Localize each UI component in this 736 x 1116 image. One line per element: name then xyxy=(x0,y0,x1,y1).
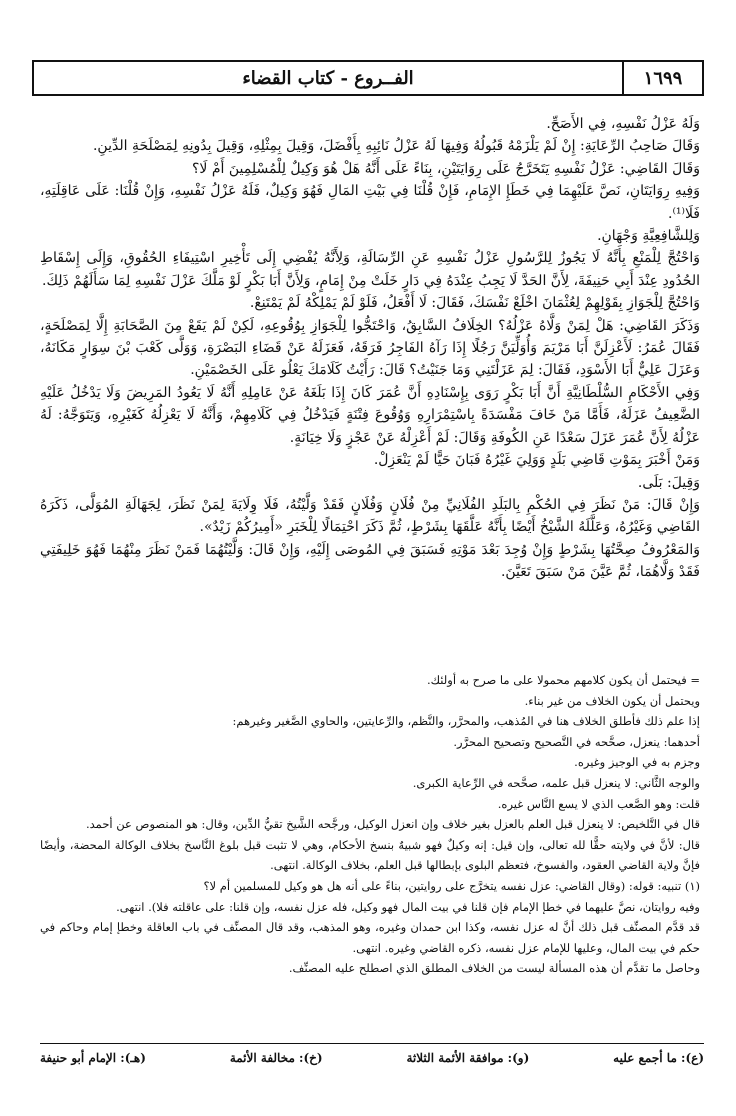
footnote-line: = فيحتمل أن يكون كلامهم محمولا على ما صرح به أولئك. xyxy=(426,673,700,687)
footnote-line: أحدهما: ينعزل، صحَّحه في التَّصحيح وتصحيح المحرَّر. xyxy=(453,734,700,749)
footer-legend xyxy=(40,1045,704,1071)
footnote-line: قد قدَّم المصنِّف قبل ذلك أنَّ له عزل نفسه، وكذا ابن حمدان وغيره، وهو المذهب، وقد قال المصنِّف في باب العاقلة وخطإ إمام وحاكم في حكم في بيت المال، وعليها للإمام عزل نفسه، ذكره القاضي وغيره. انتهى. xyxy=(40,920,700,955)
header-title: الفــروع - كتاب القضاء xyxy=(242,67,414,89)
legend-three-imams: (و): موافقة الأئمة الثلاثة xyxy=(406,1051,530,1065)
footnote-line: قال: لأنَّ في ولايته حقًّا لله تعالى، وإن قيل: إنه وكيلٌ فهو شبيهٌ بنسخ الأحكام، وهي لا تثبت قبل بلوغ النَّاسخ بخلاف الوكالة المحضة، وأيضًا فإنَّ ولاية القاضي العقود، والفسوخ، فتعظم البلوى بإبطالها قبل العلم، بخلاف الوكالة. انتهى. xyxy=(40,837,700,873)
footnote-line: وفيه روايتان، نصَّ عليهما في خطإ الإمام فإن قلنا في بيت المال فهو وكيل، فله عزل نفسه، وإن قلنا: على عاقلته فلا). انتهى. xyxy=(116,899,700,914)
footnote-line: والوجه الثَّاني: لا ينعزل قبل علمه، صحَّحه في الرِّعاية الكبرى. xyxy=(412,775,700,790)
footnote-line: وجزم به في الوجيز وغيره. xyxy=(574,755,700,770)
main-paragraph: وَقِيلَ: بَلَى. xyxy=(637,474,700,491)
main-paragraph: وَلِلشَّافِعِيَّةِ وَجْهَانِ. xyxy=(597,228,700,245)
footnote-line: (١) تنبيه: قوله: (وقال القاضي: عزل نفسه يتخرَّج على روايتين، بناءً على أنه هل هو وكيل للمسلمين أم لا؟ xyxy=(203,878,700,893)
main-paragraph: وَلَهُ عَزْلُ نَفْسِهِ، فِي الأَصَحِّ. xyxy=(546,116,700,132)
footnote-line: إذا علم ذلك فأطلق الخلاف هنا في المُذهب، والمحرَّر، والنَّظم، والرِّعايتين، والحاوي الصَّغير وغيرهم: xyxy=(232,714,700,729)
legend-abu-hanifa: (هـ): الإمام أبو حنيفة xyxy=(40,1051,146,1065)
legend-imams-disagree: (خ): مخالفة الأئمة xyxy=(229,1051,323,1065)
main-paragraph: وَاحْتُجَّ لِلْمَنْعِ بِأَنَّهُ لَا يَجُوزُ لِلرَّسُولِ عَزْلُ نَفْسِهِ عَنِ الرِّسَالَةِ، وَلِأَنَّهُ يُفْضِي إِلَى تَأْخِيرِ اسْتِيفَاءِ الحُقُوقِ، وَإِلَى إِسْقَاطِ الحُدُودِ عِنْدَ أَبِي حَنِيفَةَ، لِأَنَّ الحَدَّ لَا يَجِبُ عِنْدَهُ فِي دَارٍ خَلَتْ مِنْ إِمَامٍ، وَلِأَنَّ أَبَا بَكْرٍ لَوْ مَلَّكَ عَزْلَ نَفْسِهِ لِمَا سَأَلَهُمْ ذَلِكَ. xyxy=(40,250,700,289)
main-paragraph: وَمَنْ أَخْبَرَ بِمَوْتِ قَاضِي بَلَدٍ وَوَلِيَ غَيْرُهُ فَبَانَ حَيًّا لَمْ يَنْعَزِلْ. xyxy=(373,452,700,469)
running-header xyxy=(32,60,704,96)
main-paragraph: وَفِي الأَحْكَامِ السُّلْطَانِيَّةِ أَنَّ أَبَا بَكْرٍ رَوَى بِإِسْنَادِهِ أَنَّ عُمَرَ كَانَ إِذَا بَلَغَهُ عَنْ عَامِلِهِ أَنَّهُ لَا يَعُودُ المَرِيضَ وَلَا يَدْخُلُ عَلَيْهِ الضَّعِيفُ عَزَلَهُ، فَأَمَّا مَنْ خَافَ مَفْسَدَةً بِاسْتِمْرَارِهِ وَوُقُوعَ فِتْنَةٍ فَيَدْخُلُ فِي كَلَامِهِمْ، وَأَنَّهُ لَا يَعْزِلُهُ كَغَيْرِهِ، وَيَتَوَجَّهُ: لَهُ عَزْلُهُ لِأَنَّ عُمَرَ عَزَلَ سَعْدًا عَنِ الكُوفَةِ وَقَالَ: لَمْ أَعْزِلْهُ عَنْ عَجْزٍ وَلَا خِيَانَةٍ. xyxy=(40,384,700,446)
main-paragraph: وَقَالَ صَاحِبُ الرِّعَايَةِ: إِنْ لَمْ يَلْزَمْهُ قَبُولُهُ وَفِيهَا لَهُ عَزْلُ نَائِبِهِ بِأَفْضَلَ، وَقِيلَ بِمِثْلِهِ، وَقِيلَ بِدُونِهِ لِمَصْلَحَةِ الدِّينِ. xyxy=(92,138,700,155)
main-text xyxy=(40,113,700,584)
main-paragraph: وَالمَعْرُوفُ صِحَّتُهَا بِشَرْطٍ وَإِنْ وُجِدَ بَعْدَ مَوْتِهِ فَسَبَقَ فِي المُوصَى إِلَيْهِ، وَإِنْ قَالَ: وَلَّيْتُهُمَا فَمَنْ نَظَرَ مِنْهُمَا فَهُوَ خَلِيفَتِي فَقَدْ وَلَّاهُمَا، ثُمَّ عَيَّنَ مَنْ سَبَقَ تَعَيَّنَ. xyxy=(40,541,700,581)
main-paragraph: وَفِيهِ رِوَايَتَانِ، نَصَّ عَلَيْهِمَا فِي خَطَإِ الإِمَامِ، فَإِنْ قُلْنَا فِي بَيْتِ المَالِ فَهُوَ وَكِيلٌ، فَلَهُ عَزْلُ نَفْسِهِ، وَإِنْ قُلْنَا: عَلَى عَاقِلَتِهِ، فَلَا⁽¹⁾. xyxy=(40,183,700,222)
main-paragraph: وَقَالَ القَاضِي: عَزْلُ نَفْسِهِ يَتَخَرَّجُ عَلَى رِوَايَتَيْنِ، بِنَاءً عَلَى أَنَّهُ هَلْ هُوَ وَكِيلٌ لِلْمُسْلِمِينَ أَمْ لَا؟ xyxy=(192,160,700,177)
legend-agreed: (ع): ما أجمع عليه xyxy=(613,1051,704,1065)
footnotes xyxy=(40,670,700,979)
main-paragraph: وَذَكَرَ القَاضِي: هَلْ لِمَنْ وَلَّاهُ عَزْلُهُ؟ الخِلَافُ السَّابِقُ، وَاحْتَجُّوا لِلْجَوَازِ بِوُقُوعِهِ، لَكِنْ لَمْ يَقَعْ مِنَ الصَّحَابَةِ إِلَّا لِمَصْلَحَةٍ، فَقَالَ عُمَرُ: لَأَعْزِلَنَّ أَبَا مَرْيَمَ وَأُوَلِّيَنَّ رَجُلًا إِذَا رَآهُ الفَاجِرُ فَرَقَهُ، فَعَزَلَهُ عَنْ قَضَاءِ البَصْرَةِ، وَوَلَّى كَعْبَ بْنَ سِوَارٍ مَكَانَهُ، وَعَزَلَ عَلِيٌّ أَبَا الأَسْوَدِ، فَقَالَ: لِمَ عَزَلْتَنِي وَمَا جَنَيْتُ؟ قَالَ: رَأَيْتُ كَلَامَكَ يَعْلُو عَلَى الخَصْمَيْنِ. xyxy=(40,317,700,379)
page-number: ١٦٩٩ xyxy=(622,62,702,94)
footnote-line: قال في التَّلخيص: لا ينعزل قبل العلم بالعزل بغير خلاف وإن انعزل الوكيل، ورجَّحه الشَّيخ تقيُّ الدِّين، وقال: هو المنصوص عن أحمد. xyxy=(85,817,700,832)
footnote-line: قلت: وهو الصَّعب الذي لا يسع النَّاس غيره. xyxy=(497,796,700,811)
main-paragraph: وَإِنْ قَالَ: مَنْ نَظَرَ فِي الحُكْمِ بِالبَلَدِ الفُلَانِيِّ مِنْ فُلَانٍ وَفُلَانٍ فَقَدْ وَلَّيْتُهُ، فَلَا وِلَايَةَ لِمَنْ نَظَرَ، لِجَهَالَةِ المُوَلَّى، ذَكَرَهُ القَاضِي وَغَيْرُهُ، وَعَلَّلَهُ الشَّيْخُ أَيْضًا بِأَنَّهُ عَلَّقَهَا بِشَرْطٍ، ثُمَّ ذَكَرَ احْتِمَالًا لِلْخَبَرِ «أَمِيرُكُمْ زَيْدٌ». xyxy=(40,496,700,536)
footnote-line: وحاصل ما تقدَّم أن هذه المسألة ليست من الخلاف المطلق الذي اصطلح عليه المصنِّف. xyxy=(288,961,700,976)
footnote-line: ويحتمل أن يكون الخلاف من غير بناء. xyxy=(524,693,700,708)
footer-rule xyxy=(40,1043,704,1044)
main-paragraph: وَاحْتُجَّ لِلْجَوَازِ بِقَوْلِهِمْ لِعُثْمَانَ اخْلَعْ نَفْسَكَ، فَقَالَ: لَا أَفْعَلُ، فَلَوْ لَمْ يَمْلِكْهُ لَمْ يَمْتَنِعْ. xyxy=(249,295,700,312)
